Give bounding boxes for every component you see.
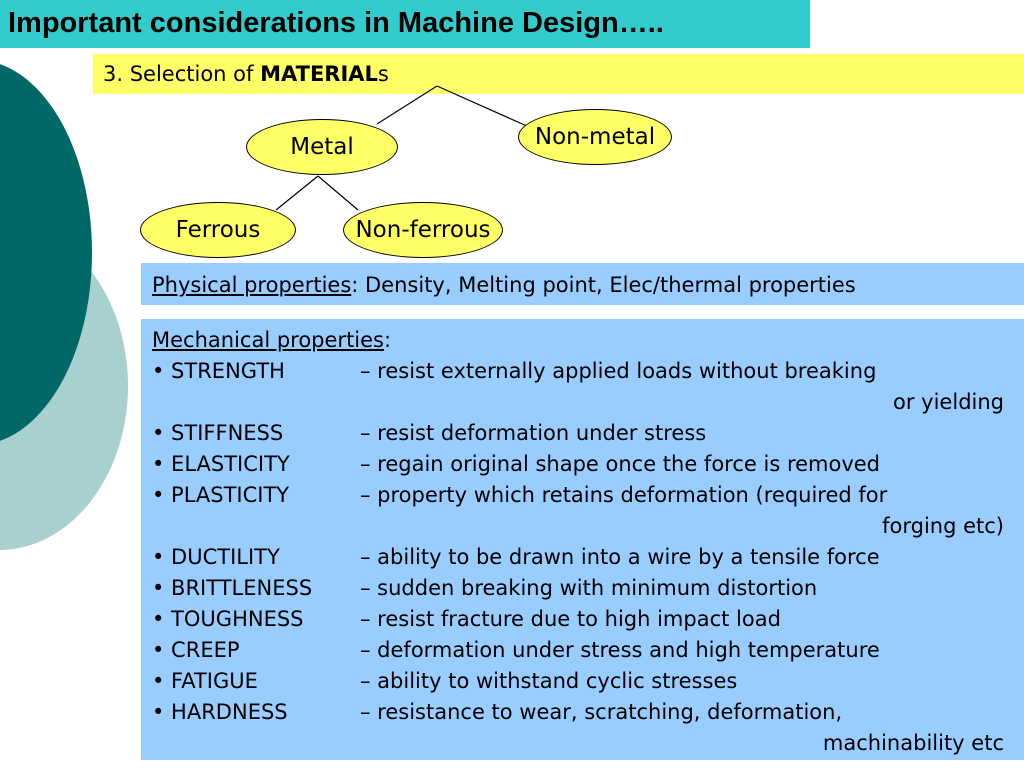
property-term: • DUCTILITY (152, 545, 280, 569)
property-row (152, 356, 1016, 387)
mechanical-properties-label: Mechanical properties (152, 328, 384, 352)
property-row (152, 604, 1016, 635)
connector-material-metal (377, 86, 437, 124)
node-metal: Metal (246, 119, 398, 175)
section-heading-prefix: 3. Selection of (103, 62, 261, 86)
property-term: • CREEP (152, 638, 240, 662)
property-description: – sudden breaking with minimum distortion (360, 576, 818, 600)
property-term: • STRENGTH (152, 359, 285, 383)
property-term: • ELASTICITY (152, 452, 290, 476)
mechanical-properties-list (152, 356, 1016, 759)
property-term: • HARDNESS (152, 700, 288, 724)
connector-metal-ferrous (276, 176, 318, 210)
property-description: – ability to withstand cyclic stresses (360, 669, 738, 693)
property-row (152, 542, 1016, 573)
section-heading-bold: MATERIAL (260, 62, 378, 86)
slide-title: Important considerations in Machine Design….. (0, 0, 810, 48)
property-description: – resist fracture due to high impact load (360, 607, 781, 631)
property-description-continued: or yielding (893, 390, 1004, 414)
property-row (152, 697, 1016, 728)
section-heading-suffix: s (377, 62, 389, 86)
node-ferrous: Ferrous (140, 202, 296, 258)
property-row (152, 480, 1016, 511)
property-description: – ability to be drawn into a wire by a tensile force (360, 545, 880, 569)
property-description: – resist deformation under stress (360, 421, 707, 445)
property-row (152, 666, 1016, 697)
mechanical-properties-box (141, 319, 1024, 760)
property-description-continued: machinability etc (822, 731, 1004, 755)
node-non-metal: Non-metal (518, 109, 672, 165)
property-row (152, 573, 1016, 604)
physical-properties-text: : Density, Melting point, Elec/thermal properties (351, 273, 856, 297)
property-row (152, 418, 1016, 449)
property-term: • FATIGUE (152, 669, 258, 693)
property-term: • BRITTLENESS (152, 576, 313, 600)
property-term: • PLASTICITY (152, 483, 290, 507)
node-non-ferrous: Non-ferrous (343, 202, 503, 258)
property-row (152, 635, 1016, 666)
property-description: – resist externally applied loads without breaking (360, 359, 877, 383)
mechanical-properties-heading (152, 325, 1016, 356)
property-description: – deformation under stress and high temperature (360, 638, 880, 662)
mechanical-properties-colon: : (384, 328, 392, 352)
connector-material-nonmetal (437, 86, 529, 127)
physical-properties-label: Physical properties (152, 273, 352, 297)
physical-properties-box (141, 263, 1024, 305)
property-term: • TOUGHNESS (152, 607, 304, 631)
property-description: – regain original shape once the force is removed (360, 452, 881, 476)
connector-metal-nonferrous (318, 176, 358, 210)
property-description: – property which retains deformation (required for (360, 483, 888, 507)
property-description-continued: forging etc) (882, 514, 1004, 538)
property-row (152, 449, 1016, 480)
property-description: – resistance to wear, scratching, deformation, (360, 700, 843, 724)
property-term: • STIFFNESS (152, 421, 284, 445)
